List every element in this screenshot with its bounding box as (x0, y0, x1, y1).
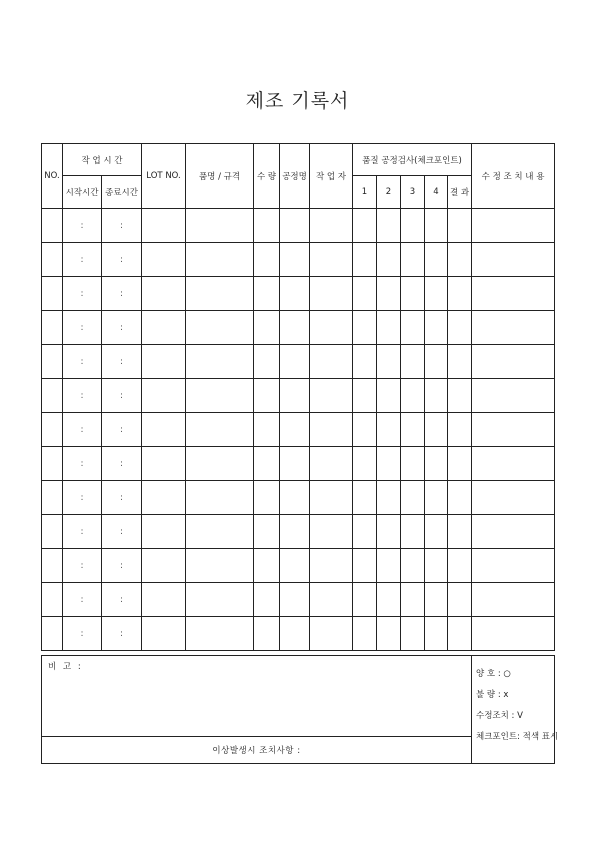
end-time-cell[interactable]: : (102, 447, 142, 481)
table-cell[interactable] (353, 617, 377, 651)
table-cell[interactable] (401, 345, 425, 379)
table-cell[interactable] (448, 583, 472, 617)
table-cell[interactable] (280, 447, 310, 481)
start-time-cell[interactable]: : (63, 379, 102, 413)
table-cell[interactable] (310, 549, 353, 583)
table-cell[interactable] (186, 481, 254, 515)
table-cell[interactable] (280, 413, 310, 447)
start-time-cell[interactable]: : (63, 515, 102, 549)
legend-good: 양 호 : ○ (476, 669, 511, 679)
table-cell[interactable] (142, 515, 186, 549)
end-time-cell[interactable]: : (102, 481, 142, 515)
table-cell[interactable] (142, 345, 186, 379)
table-cell[interactable] (401, 447, 425, 481)
table-cell[interactable] (353, 413, 377, 447)
table-cell[interactable] (377, 243, 401, 277)
table-cell[interactable] (377, 345, 401, 379)
table-row (42, 311, 555, 345)
table-cell[interactable] (448, 379, 472, 413)
legend-correction: 수정조치 : V (476, 711, 523, 721)
table-cell[interactable] (310, 243, 353, 277)
end-time-cell[interactable]: : (102, 277, 142, 311)
table-cell[interactable] (42, 447, 63, 481)
record-table (41, 143, 555, 651)
table-cell[interactable] (142, 549, 186, 583)
table-cell[interactable] (42, 209, 63, 243)
table-cell[interactable] (353, 209, 377, 243)
end-time-cell[interactable]: : (102, 617, 142, 651)
table-cell[interactable] (353, 345, 377, 379)
end-time-cell[interactable]: : (102, 549, 142, 583)
table-cell[interactable] (425, 481, 448, 515)
record-rows (42, 209, 555, 651)
table-cell[interactable] (42, 379, 63, 413)
table-row (42, 345, 555, 379)
table-cell[interactable] (472, 481, 555, 515)
table-cell[interactable] (425, 447, 448, 481)
table-cell[interactable] (254, 549, 280, 583)
table-cell[interactable] (42, 617, 63, 651)
table-cell[interactable] (353, 515, 377, 549)
start-time-cell[interactable]: : (63, 243, 102, 277)
start-time-cell[interactable]: : (63, 481, 102, 515)
table-cell[interactable] (401, 277, 425, 311)
table-cell[interactable] (254, 243, 280, 277)
table-cell[interactable] (377, 413, 401, 447)
table-cell[interactable] (310, 311, 353, 345)
header-quantity: 수 량 (254, 144, 280, 209)
table-cell[interactable] (42, 583, 63, 617)
table-cell[interactable] (186, 549, 254, 583)
header-lot-no: LOT NO. (142, 144, 186, 209)
header-work-time: 작 업 시 간 (63, 144, 142, 176)
table-cell[interactable] (186, 379, 254, 413)
table-row (42, 583, 555, 617)
table-cell[interactable] (310, 345, 353, 379)
table-cell[interactable] (310, 515, 353, 549)
table-cell[interactable] (186, 277, 254, 311)
start-time-cell[interactable]: : (63, 617, 102, 651)
end-time-cell[interactable]: : (102, 243, 142, 277)
table-cell[interactable] (425, 413, 448, 447)
table-cell[interactable] (377, 583, 401, 617)
table-cell[interactable] (254, 515, 280, 549)
table-cell[interactable] (353, 311, 377, 345)
table-cell[interactable] (42, 515, 63, 549)
table-cell[interactable] (448, 549, 472, 583)
table-cell[interactable] (472, 277, 555, 311)
table-row (42, 379, 555, 413)
table-cell[interactable] (42, 481, 63, 515)
legend-checkpoint: 체크포인트: 적색 표시 (476, 732, 559, 742)
table-cell[interactable] (377, 549, 401, 583)
start-time-cell[interactable]: : (63, 345, 102, 379)
table-cell[interactable] (142, 379, 186, 413)
table-cell[interactable] (280, 515, 310, 549)
table-cell[interactable] (425, 209, 448, 243)
start-time-cell[interactable]: : (63, 209, 102, 243)
table-cell[interactable] (448, 311, 472, 345)
table-cell[interactable] (280, 481, 310, 515)
table-cell[interactable] (448, 243, 472, 277)
table-row (42, 277, 555, 311)
table-cell[interactable] (254, 345, 280, 379)
table-cell[interactable] (377, 277, 401, 311)
table-cell[interactable] (186, 413, 254, 447)
table-cell[interactable] (280, 345, 310, 379)
table-cell[interactable] (280, 209, 310, 243)
table-cell[interactable] (186, 617, 254, 651)
table-cell[interactable] (186, 311, 254, 345)
end-time-cell[interactable]: : (102, 515, 142, 549)
anomaly-action-field[interactable]: 이상발생시 조치사항 : (42, 737, 472, 764)
table-cell[interactable] (280, 583, 310, 617)
table-cell[interactable] (353, 549, 377, 583)
start-time-cell[interactable]: : (63, 413, 102, 447)
table-cell[interactable] (377, 379, 401, 413)
table-cell[interactable] (280, 617, 310, 651)
table-cell[interactable] (353, 379, 377, 413)
table-cell[interactable] (425, 515, 448, 549)
table-cell[interactable] (280, 277, 310, 311)
start-time-cell[interactable]: : (63, 583, 102, 617)
header-checkpoint-3: 3 (401, 176, 425, 209)
end-time-cell[interactable]: : (102, 379, 142, 413)
header-checkpoint-2: 2 (377, 176, 401, 209)
table-cell[interactable] (254, 481, 280, 515)
table-cell[interactable] (425, 345, 448, 379)
table-cell[interactable] (142, 311, 186, 345)
table-cell[interactable] (377, 311, 401, 345)
table-cell[interactable] (425, 379, 448, 413)
header-result: 결 과 (448, 176, 472, 209)
table-cell[interactable] (425, 277, 448, 311)
start-time-cell[interactable]: : (63, 447, 102, 481)
table-cell[interactable] (448, 209, 472, 243)
table-cell[interactable] (377, 617, 401, 651)
table-cell[interactable] (377, 481, 401, 515)
table-cell[interactable] (42, 345, 63, 379)
table-cell[interactable] (472, 617, 555, 651)
header-checkpoint-1: 1 (353, 176, 377, 209)
table-cell[interactable] (310, 447, 353, 481)
table-cell[interactable] (42, 311, 63, 345)
table-cell[interactable] (142, 447, 186, 481)
table-cell[interactable] (142, 481, 186, 515)
table-cell[interactable] (472, 311, 555, 345)
start-time-cell[interactable]: : (63, 277, 102, 311)
table-row (42, 209, 555, 243)
table-cell[interactable] (280, 311, 310, 345)
legend-defect: 불 량 : x (476, 690, 509, 700)
table-cell[interactable] (472, 413, 555, 447)
end-time-cell[interactable]: : (102, 345, 142, 379)
end-time-cell[interactable]: : (102, 209, 142, 243)
table-cell[interactable] (186, 583, 254, 617)
table-cell[interactable] (254, 379, 280, 413)
table-cell[interactable] (448, 515, 472, 549)
table-cell[interactable] (448, 481, 472, 515)
table-cell[interactable] (310, 209, 353, 243)
table-cell[interactable] (254, 209, 280, 243)
table-row (42, 481, 555, 515)
table-cell[interactable] (186, 243, 254, 277)
table-cell[interactable] (472, 379, 555, 413)
table-cell[interactable] (472, 583, 555, 617)
table-cell[interactable] (142, 209, 186, 243)
table-cell[interactable] (401, 311, 425, 345)
table-cell[interactable] (310, 583, 353, 617)
table-cell[interactable] (401, 209, 425, 243)
start-time-cell[interactable]: : (63, 311, 102, 345)
table-cell[interactable] (142, 583, 186, 617)
header-quality-check: 품질 공정검사(체크포인트) (353, 144, 472, 176)
table-cell[interactable] (310, 277, 353, 311)
table-cell[interactable] (472, 447, 555, 481)
table-cell[interactable] (186, 447, 254, 481)
table-cell[interactable] (401, 583, 425, 617)
table-row (42, 549, 555, 583)
end-time-cell[interactable]: : (102, 311, 142, 345)
table-cell[interactable] (472, 209, 555, 243)
header-item-spec: 품명 / 규격 (186, 144, 254, 209)
table-cell[interactable] (401, 413, 425, 447)
table-cell[interactable] (353, 243, 377, 277)
table-row (42, 515, 555, 549)
table-cell[interactable] (425, 617, 448, 651)
header-start-time: 시작시간 (63, 176, 102, 209)
end-time-cell[interactable]: : (102, 583, 142, 617)
header-end-time: 종료시간 (102, 176, 142, 209)
table-cell[interactable] (142, 277, 186, 311)
table-cell[interactable] (42, 243, 63, 277)
table-cell[interactable] (254, 447, 280, 481)
table-cell[interactable] (254, 311, 280, 345)
table-row (42, 243, 555, 277)
table-cell[interactable] (377, 515, 401, 549)
page-title: 제조 기록서 (245, 90, 350, 112)
table-row (42, 617, 555, 651)
table-cell[interactable] (353, 481, 377, 515)
table-cell[interactable] (425, 311, 448, 345)
table-cell[interactable] (280, 549, 310, 583)
table-cell[interactable] (472, 515, 555, 549)
table-cell[interactable] (472, 243, 555, 277)
table-cell[interactable] (377, 209, 401, 243)
table-cell[interactable] (448, 447, 472, 481)
table-cell[interactable] (448, 345, 472, 379)
table-cell[interactable] (425, 583, 448, 617)
table-cell[interactable] (254, 583, 280, 617)
table-cell[interactable] (425, 243, 448, 277)
table-cell[interactable] (42, 277, 63, 311)
table-cell[interactable] (401, 515, 425, 549)
table-cell[interactable] (186, 515, 254, 549)
table-cell[interactable] (448, 277, 472, 311)
table-cell[interactable] (280, 243, 310, 277)
table-cell[interactable] (310, 379, 353, 413)
header-process-name: 공정명 (280, 144, 310, 209)
table-cell[interactable] (310, 481, 353, 515)
table-cell[interactable] (142, 413, 186, 447)
table-cell[interactable] (353, 447, 377, 481)
table-cell[interactable] (186, 209, 254, 243)
table-cell[interactable] (254, 413, 280, 447)
table-cell[interactable] (254, 617, 280, 651)
end-time-cell[interactable]: : (102, 413, 142, 447)
table-cell[interactable] (42, 413, 63, 447)
legend-box (472, 656, 559, 764)
table-cell[interactable] (448, 617, 472, 651)
table-cell[interactable] (472, 549, 555, 583)
table-row (42, 447, 555, 481)
start-time-cell[interactable]: : (63, 549, 102, 583)
table-cell[interactable] (401, 379, 425, 413)
table-cell[interactable] (310, 617, 353, 651)
table-cell[interactable] (42, 549, 63, 583)
footer-table (41, 655, 559, 764)
table-cell[interactable] (310, 413, 353, 447)
table-cell[interactable] (377, 447, 401, 481)
table-cell[interactable] (401, 481, 425, 515)
table-cell[interactable] (186, 345, 254, 379)
table-cell[interactable] (353, 583, 377, 617)
header-worker: 작 업 자 (310, 144, 353, 209)
table-cell[interactable] (401, 243, 425, 277)
header-correction: 수 정 조 치 내 용 (472, 144, 555, 209)
table-cell[interactable] (142, 243, 186, 277)
table-cell[interactable] (353, 277, 377, 311)
table-cell[interactable] (401, 549, 425, 583)
remarks-field[interactable]: 비 고 : (42, 656, 472, 737)
table-cell[interactable] (448, 413, 472, 447)
header-checkpoint-4: 4 (425, 176, 448, 209)
table-cell[interactable] (280, 379, 310, 413)
table-row (42, 413, 555, 447)
header-no: NO. (42, 144, 63, 209)
table-cell[interactable] (401, 617, 425, 651)
table-cell[interactable] (425, 549, 448, 583)
table-cell[interactable] (254, 277, 280, 311)
table-cell[interactable] (142, 617, 186, 651)
table-cell[interactable] (472, 345, 555, 379)
